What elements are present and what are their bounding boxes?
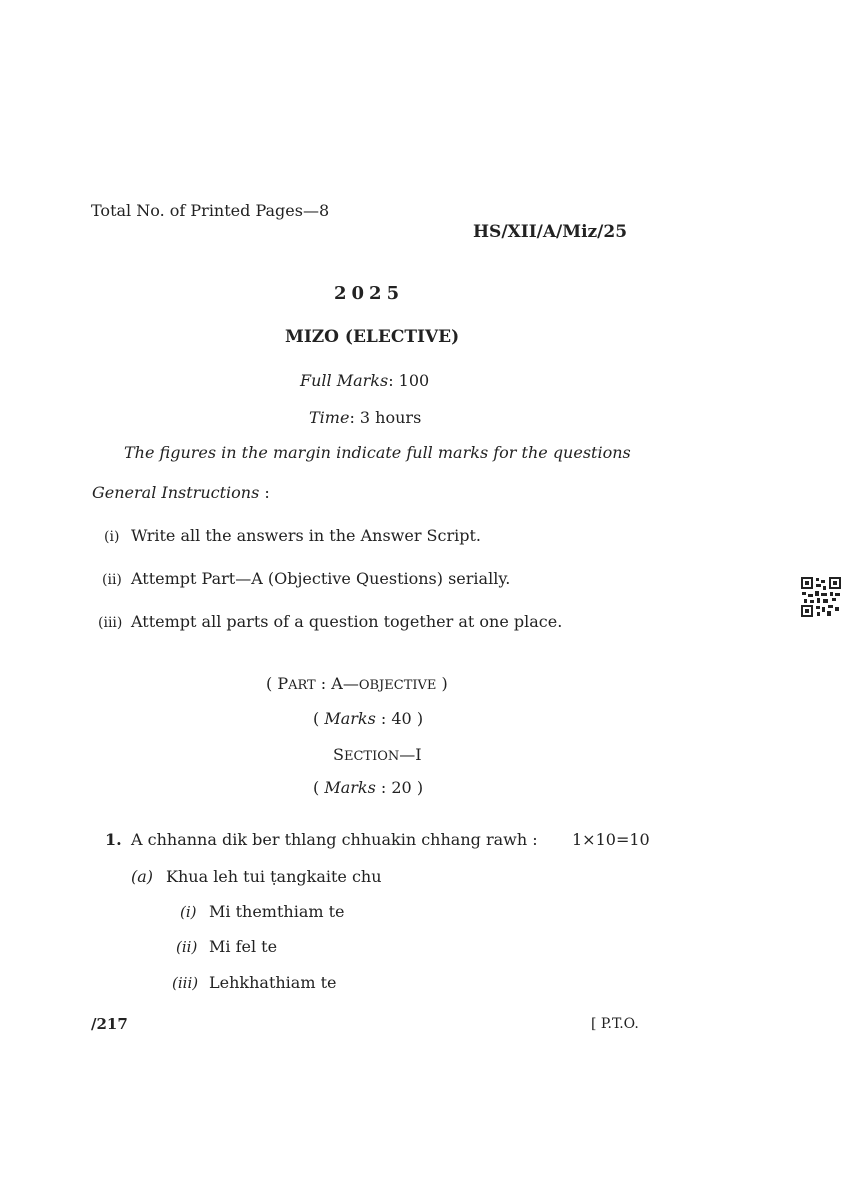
option-item [180,902,345,921]
section-heading [333,745,422,764]
instruction-num: (iii) [98,615,123,631]
instruction-text: Attempt all parts of a question together at one place. [131,612,563,631]
subject-title: MIZO (ELECTIVE) [285,327,460,347]
part-marks-label: Marks [324,709,376,728]
part-marks-open: ( [313,709,325,728]
instructions-heading [92,483,270,502]
instruction-num: (ii) [102,572,122,588]
option-num: (i) [180,903,197,921]
full-marks-label: Full Marks [300,371,389,390]
footer-code: /217 [91,1015,128,1033]
option-text: Mi themthiam te [209,902,345,921]
qr-code-icon [801,577,841,617]
part-open: ( P [266,674,289,693]
option-text: Lehkhathiam te [209,973,337,992]
paper-code: HS/XII/A/Miz/25 [473,222,628,242]
option-num: (ii) [176,938,198,956]
option-num: (iii) [172,974,199,992]
option-text: Mi fel te [209,937,278,956]
time-label: Time [309,408,350,427]
part-objective: OBJECTIVE [358,678,437,693]
option-item [172,973,336,992]
instructions-heading-colon: : [264,483,270,502]
section-marks-open: ( [313,778,325,797]
exam-time [309,408,421,427]
instruction-text: Write all the answers in the Answer Script. [131,526,481,545]
full-marks [300,371,429,390]
instruction-item [104,526,481,545]
question-marks: 1×10=10 [572,830,650,849]
part-mid: : A— [315,674,359,693]
instruction-item [98,612,562,631]
instructions-heading-label: General Instructions [92,483,260,502]
section-marks-label: Marks [324,778,376,797]
section-rest: —I [399,745,422,764]
time-value: : 3 hours [349,408,422,427]
full-marks-value: : 100 [388,371,430,390]
section-marks-value: : 20 ) [375,778,424,797]
pto-note: [ P.T.O. [591,1016,639,1032]
section-marks [313,778,423,797]
part-word: ART [288,678,316,693]
margin-note: The figures in the margin indicate full marks for the questions [124,443,631,462]
sub-question-text: Khua leh tui ṭangkaite chu [166,867,382,886]
question-number: 1. [105,830,122,849]
part-close: ) [436,674,448,693]
part-marks [313,709,423,728]
instruction-text: Attempt Part—A (Objective Questions) serially. [131,569,511,588]
instruction-num: (i) [104,529,120,545]
question-text: A chhanna dik ber thlang chhuakin chhang rawh : [131,830,538,849]
instruction-item [102,569,510,588]
section-big: S [333,745,344,764]
part-heading [266,674,448,693]
exam-year: 2025 [334,283,405,304]
sub-question-label: (a) [131,867,154,886]
option-item [176,937,277,956]
printed-pages-note: Total No. of Printed Pages—8 [91,201,330,220]
section-small: ECTION [343,749,400,764]
part-marks-value: : 40 ) [375,709,424,728]
